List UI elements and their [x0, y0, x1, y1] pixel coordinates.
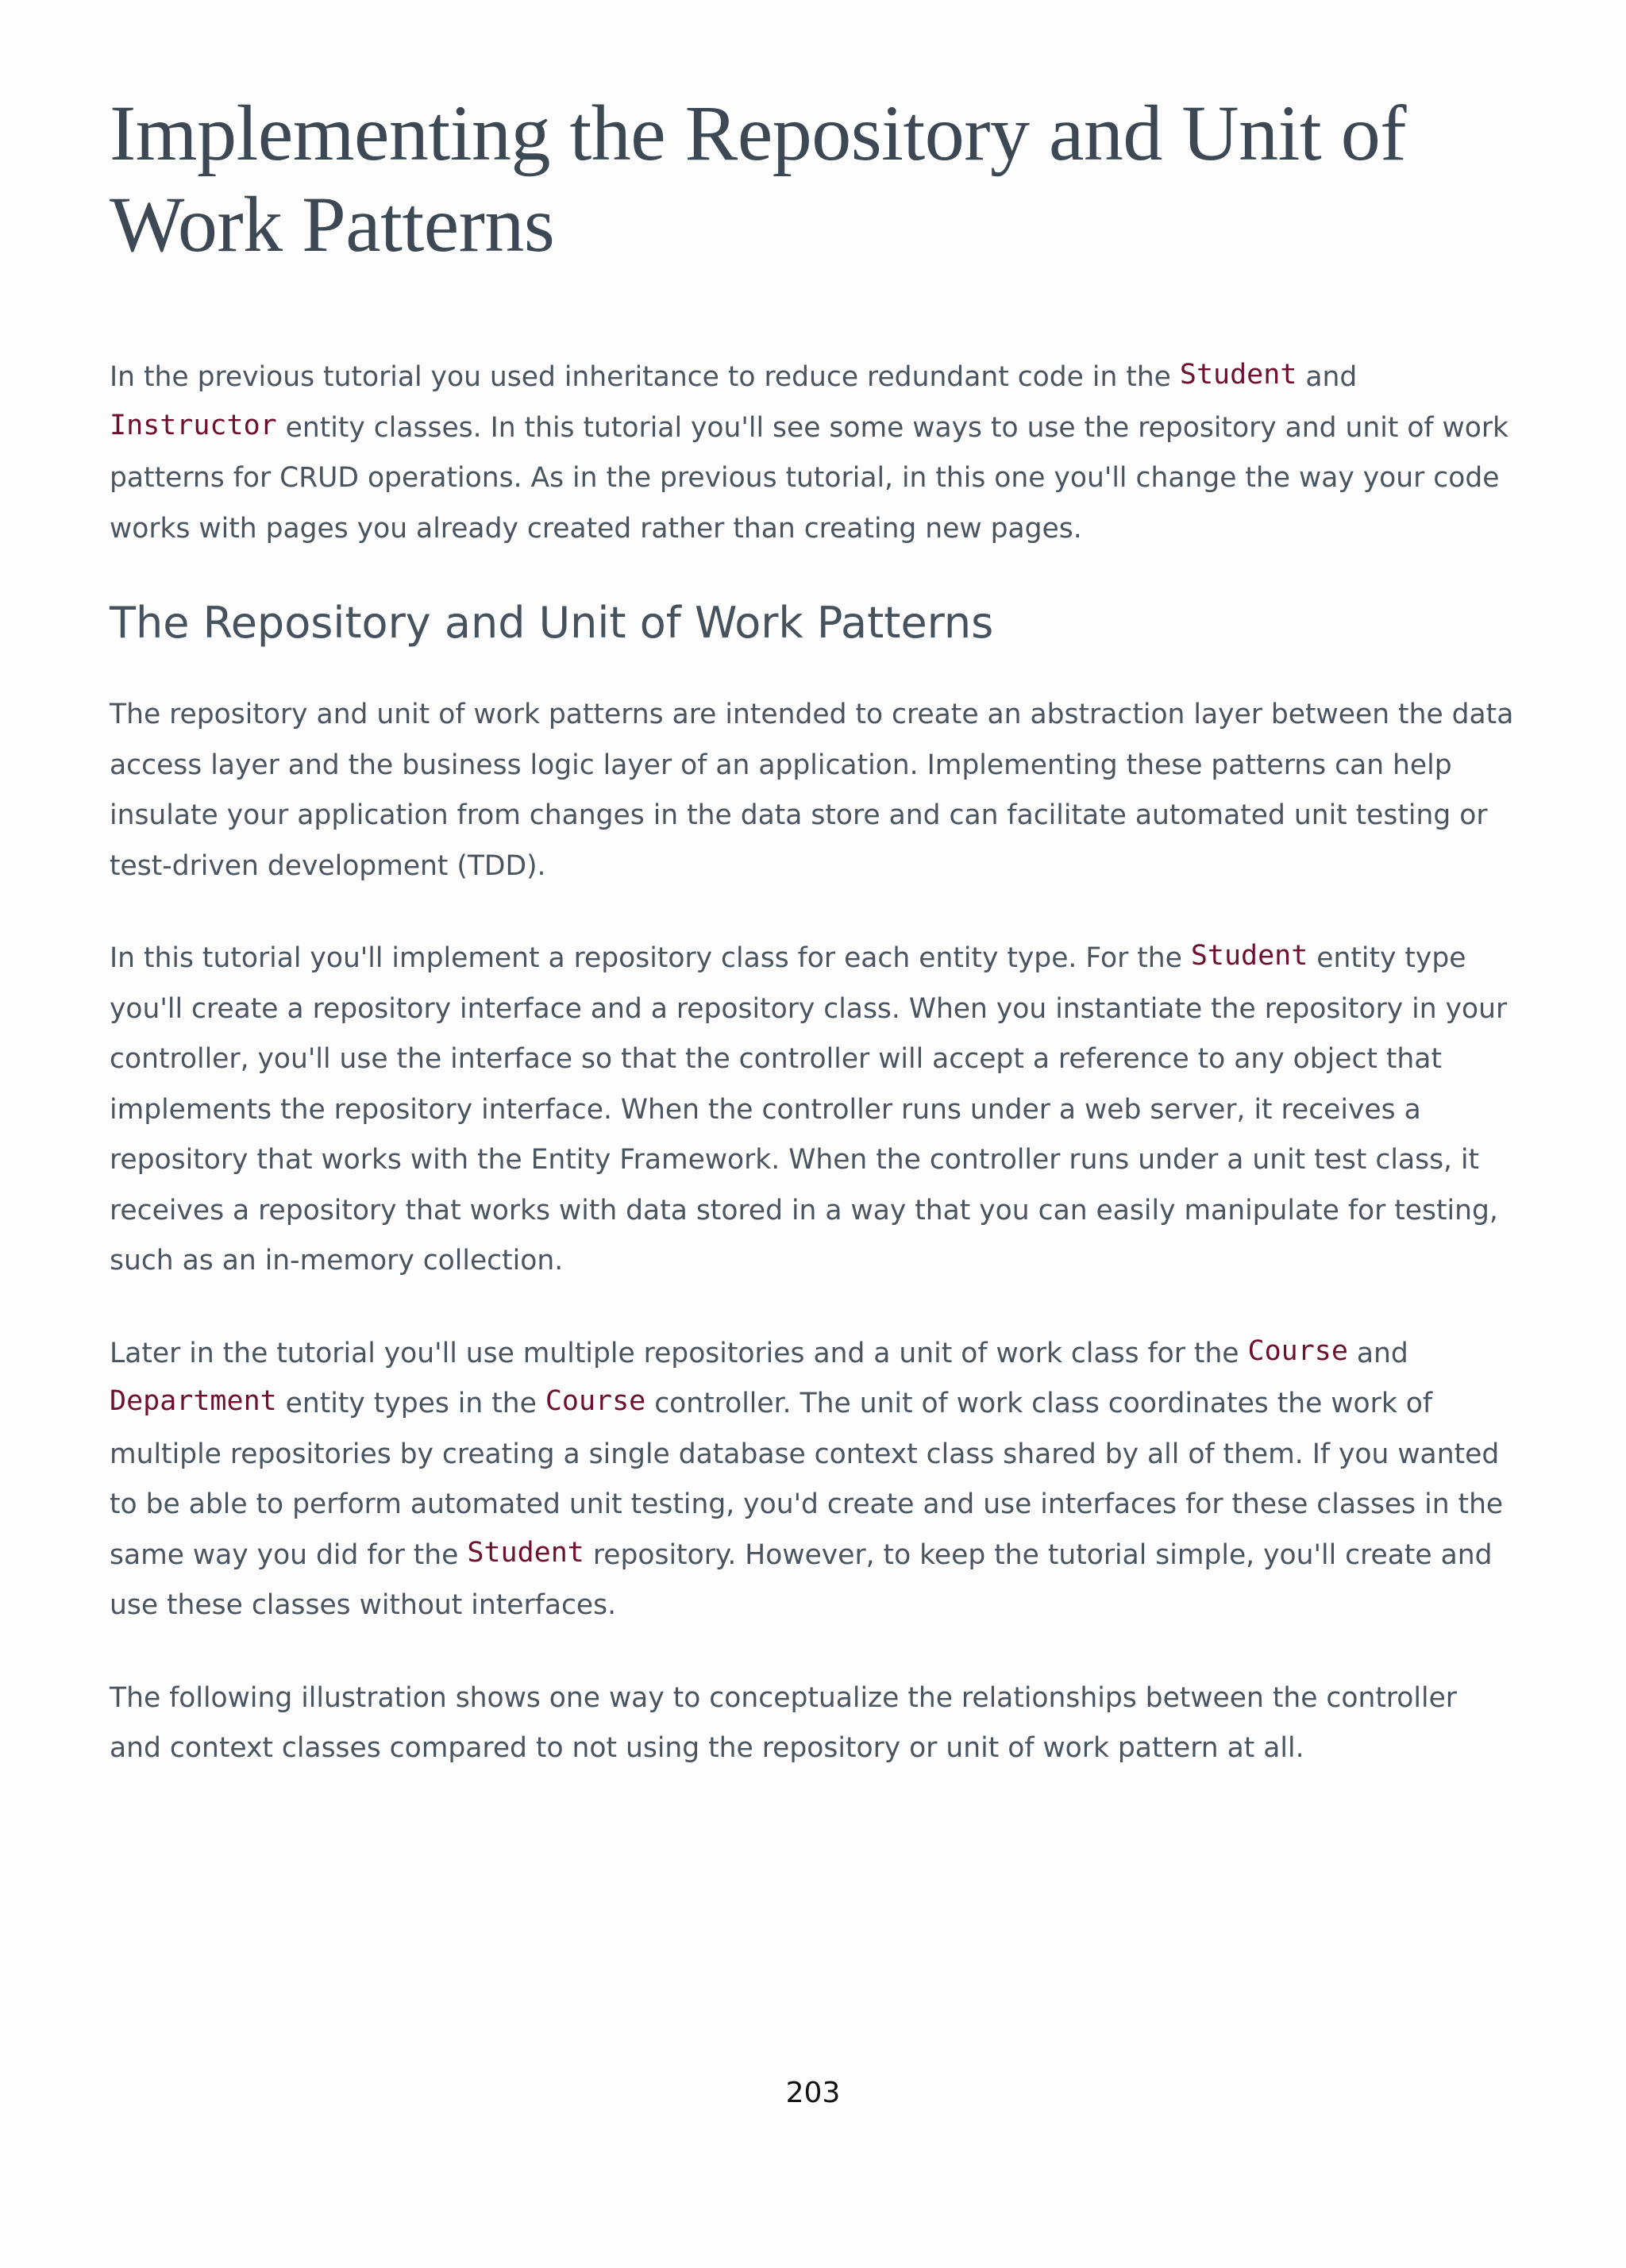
para3-text-5: repository. However, to keep the tutorial simple, you'll create and use these classes without interfaces.	[110, 1538, 1493, 1621]
document-page	[110, 87, 1516, 1816]
code-student: Student	[1190, 940, 1308, 972]
paragraph-patterns: The repository and unit of work patterns are intended to create an abstraction layer between the data access layer and the business logic layer of an application. Implementing these patterns can help insulate your application from changes in the data store and can facilitate automated unit testing or test-driven development (TDD).	[110, 699, 1514, 882]
paragraph-repository-class	[110, 934, 1516, 1287]
code-course: Course	[545, 1385, 646, 1417]
paragraph-illustration-intro: The following illustration shows one way to conceptualize the relationships between the controller and context classes compared to not using the repository or unit of work pattern at all.	[110, 1681, 1457, 1764]
paragraph-unit-of-work	[110, 1329, 1516, 1631]
intro-text-3: entity classes. In this tutorial you'll see some ways to use the repository and unit of work patterns for CRUD operations. As in the previous tutorial, in this one you'll change the way your code works with pages you already created rather than creating new pages.	[110, 411, 1509, 545]
para3-text-2: and	[1347, 1337, 1408, 1369]
section-heading: The Repository and Unit of Work Patterns	[110, 598, 994, 648]
para3-text-4: controller. The unit of work class coordinates the work of multiple repositories by creating a single database context class shared by all of them. If you wanted to be able to perform automated unit testing, you'd create and use interfaces for these classes in the same way you did for the	[110, 1388, 1504, 1571]
para2-text-2: entity type you'll create a repository interface and a repository class. When you instantiate the repository in your controller, you'll use the interface so that the controller will accept a reference to any object that implements the repository interface. When the controller runs under a web server, it receives a repository that works with the Entity Framework. When the controller runs under a unit test class, it receives a repository that works with data stored in a way that you can easily manipulate for testing, such as an in-memory collection.	[110, 942, 1508, 1276]
page-number: 203	[785, 2077, 841, 2109]
para2-text-1: In this tutorial you'll implement a repository class for each entity type. For the	[110, 942, 1191, 974]
para3-text-3: entity types in the	[276, 1388, 545, 1419]
code-department: Department	[110, 1385, 277, 1417]
intro-paragraph	[110, 352, 1516, 554]
intro-text-1: In the previous tutorial you used inheritance to reduce redundant code in the	[110, 361, 1180, 393]
code-student: Student	[467, 1536, 584, 1569]
code-student: Student	[1179, 359, 1297, 391]
code-instructor: Instructor	[110, 409, 277, 441]
page-title: Implementing the Repository and Unit of Work Patterns	[110, 89, 1406, 268]
intro-text-2: and	[1297, 361, 1358, 393]
code-course: Course	[1247, 1334, 1348, 1367]
para3-text-1: Later in the tutorial you'll use multiple repositories and a unit of work class for the	[110, 1337, 1248, 1369]
